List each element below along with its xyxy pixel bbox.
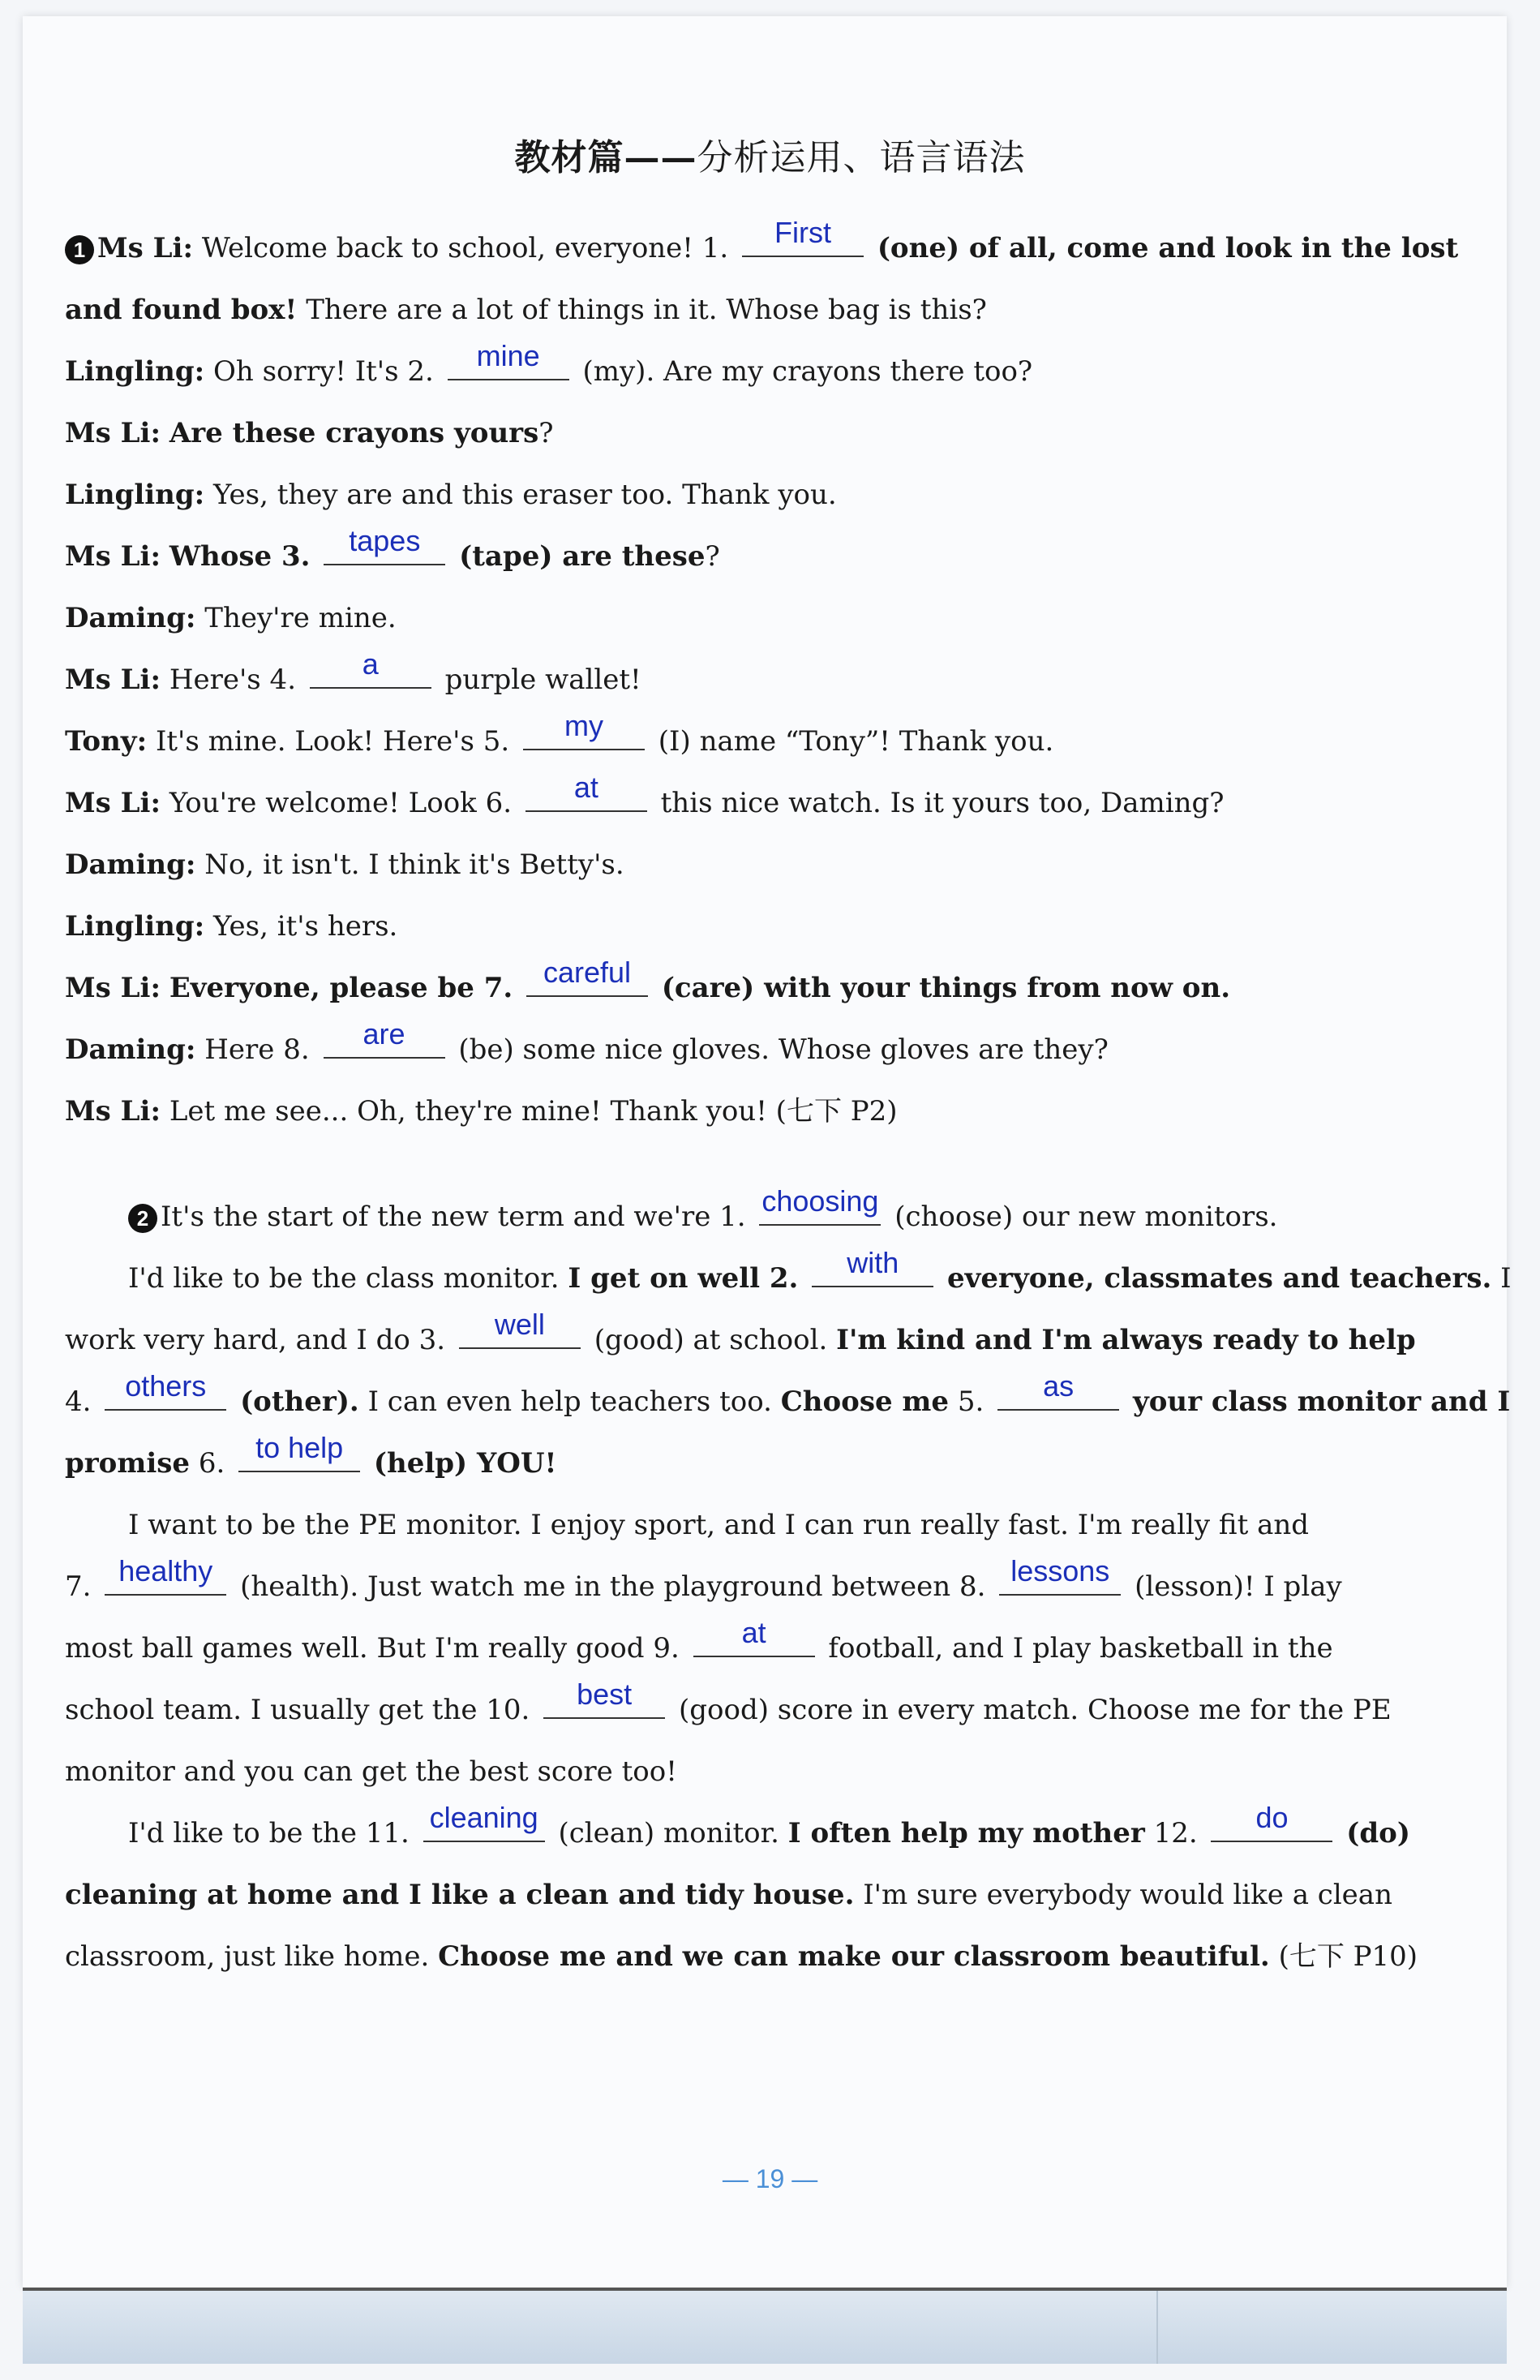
answer-text: First	[774, 216, 832, 249]
speaker: Daming	[65, 848, 186, 881]
line-text: (choose) our new monitors.	[894, 1201, 1278, 1233]
section-1-dialogue	[65, 216, 1459, 1142]
answer-text: with	[847, 1246, 899, 1279]
line-text: They're mine.	[204, 602, 397, 634]
answer-blank[interactable]	[324, 1017, 445, 1059]
speaker: Tony	[65, 725, 137, 758]
answer-text: mine	[476, 339, 540, 372]
section-2-marker: 2	[128, 1204, 157, 1233]
line-text: I'd like to be the class monitor.	[128, 1262, 560, 1295]
line-text: monitor and you can get the best score too!	[65, 1755, 677, 1788]
dialogue-line: Daming: Here 8. are (be) some nice gloves. Whose gloves are they?	[65, 1017, 1109, 1066]
line-text: (good) score in every match. Choose me for the PE	[678, 1694, 1392, 1726]
speaker: Ms Li	[65, 540, 151, 573]
line-text: You're welcome! Look 6.	[169, 787, 513, 819]
section-1-marker: 1	[65, 235, 94, 264]
line-text: (lesson)! I play	[1135, 1570, 1342, 1603]
line-text: I	[1500, 1262, 1512, 1295]
answer-text: do	[1255, 1801, 1289, 1834]
line-text: (七下 P10)	[1278, 1940, 1418, 1973]
line-text: (one) of all, come and look in the lost	[877, 232, 1459, 264]
passage-line	[65, 1926, 1419, 1987]
answer-blank[interactable]	[812, 1246, 933, 1287]
line-text: ?	[705, 540, 720, 573]
answer-blank[interactable]	[742, 216, 864, 257]
line-text: Choose me and we can make our classroom beautiful.	[438, 1940, 1270, 1973]
answer-text: careful	[543, 956, 632, 989]
answer-blank[interactable]	[105, 1554, 226, 1596]
passage-line	[65, 1556, 1419, 1617]
answer-blank[interactable]	[324, 524, 445, 565]
line-text: I often help my mother	[787, 1817, 1145, 1849]
line-text: There are a lot of things in it. Whose bag is this?	[306, 294, 987, 326]
answer-text: at	[573, 771, 598, 804]
line-text: (care) with your things from now on.	[661, 972, 1231, 1004]
passage-line	[65, 1679, 1419, 1741]
section-2-passage	[65, 1184, 1512, 1987]
dialogue-line: Daming: No, it isn't. I think it's Betty's.	[65, 848, 624, 881]
line-text: (help) YOU!	[373, 1447, 557, 1480]
line-text: Whose 3.	[169, 540, 311, 573]
answer-text: choosing	[761, 1184, 879, 1218]
line-text: 5.	[957, 1385, 984, 1418]
dialogue-line: Daming: They're mine.	[65, 602, 397, 634]
line-text: (be) some nice gloves. Whose gloves are they?	[458, 1033, 1109, 1066]
speaker: Lingling	[65, 355, 195, 388]
line-text: It's the start of the new term and we're 1.	[161, 1201, 746, 1233]
answer-blank[interactable]	[543, 1678, 665, 1719]
line-text: I'd like to be the 11.	[128, 1817, 410, 1849]
line-text: I get on well 2.	[568, 1262, 799, 1295]
line-text: purple wallet!	[444, 664, 641, 696]
speaker: Lingling	[65, 479, 195, 511]
line-text: 7.	[65, 1570, 92, 1603]
passage-line	[65, 1186, 1419, 1248]
answer-text: cleaning	[429, 1801, 538, 1834]
answer-text: at	[741, 1616, 766, 1649]
answer-blank[interactable]	[526, 956, 648, 997]
line-text: (do)	[1346, 1817, 1410, 1849]
answer-text: are	[362, 1017, 405, 1050]
passage-line	[65, 1617, 1419, 1679]
answer-blank[interactable]	[1211, 1801, 1332, 1842]
line-text: everyone, classmates and teachers.	[947, 1262, 1492, 1295]
title-bold: 教材篇——	[514, 137, 697, 178]
dialogue-line: Lingling: Yes, they are and this eraser too. Thank you.	[65, 479, 837, 511]
answer-blank[interactable]	[459, 1308, 581, 1349]
line-text: and found box!	[65, 294, 298, 326]
line-text: 12.	[1153, 1817, 1198, 1849]
passage-line	[65, 1246, 1512, 1309]
line-text: this nice watch. Is it yours too, Daming?	[660, 787, 1225, 819]
line-text: classroom, just like home.	[65, 1940, 430, 1973]
passage-line	[65, 1309, 1419, 1371]
line-text: (I) name “Tony”! Thank you.	[658, 725, 1054, 758]
line-text: I want to be the PE monitor. I enjoy sport, and I can run really fast. I'm really fit and	[128, 1509, 1310, 1541]
answer-text: a	[362, 647, 379, 681]
line-text: most ball games well. But I'm really good 9.	[65, 1632, 680, 1665]
dialogue-line: Ms Li: Whose 3. tapes (tape) are these?	[65, 524, 720, 573]
answer-text: as	[1043, 1369, 1075, 1403]
page-number: — 19 —	[722, 2164, 818, 2193]
speaker: Ms Li	[65, 664, 151, 696]
line-text: Welcome back to school, everyone! 1.	[201, 232, 729, 264]
answer-text: to help	[255, 1431, 344, 1464]
dialogue-line: Tony: It's mine. Look! Here's 5. my (I) name “Tony”! Thank you.	[65, 709, 1054, 758]
line-text: Everyone, please be 7.	[169, 972, 513, 1004]
answer-blank[interactable]	[693, 1616, 815, 1657]
dialogue-line: Ms Li: You're welcome! Look 6. at this nice watch. Is it yours too, Daming?	[65, 771, 1225, 819]
page-crease	[1156, 2291, 1158, 2364]
answer-blank[interactable]	[997, 1369, 1119, 1411]
page-title	[0, 128, 1540, 180]
line-text: cleaning at home and I like a clean and tidy house.	[65, 1879, 855, 1911]
passage-line	[65, 1741, 1419, 1802]
line-text: Yes, it's hers.	[213, 910, 398, 943]
answer-blank[interactable]	[448, 339, 569, 380]
line-text: football, and I play basketball in the	[828, 1632, 1333, 1665]
speaker: Daming	[65, 602, 186, 634]
answer-text: healthy	[118, 1554, 213, 1587]
line-text: Yes, they are and this eraser too. Thank you.	[213, 479, 837, 511]
line-text: I'm kind and I'm always ready to help	[836, 1324, 1416, 1356]
speaker: Ms Li	[65, 787, 151, 819]
line-text: Here's 4.	[169, 664, 296, 696]
line-text: Are these crayons yours	[169, 417, 539, 449]
dialogue-line: Ms Li: Are these crayons yours?	[65, 417, 554, 449]
dialogue-line: Lingling: Yes, it's hers.	[65, 910, 398, 943]
answer-text: well	[494, 1308, 545, 1341]
answer-blank[interactable]	[525, 771, 647, 812]
passage-line	[65, 1864, 1419, 1926]
line-text: Let me see... Oh, they're mine! Thank you! (七下 P2)	[169, 1095, 898, 1128]
line-text: (my). Are my crayons there too?	[582, 355, 1033, 388]
answer-blank[interactable]	[310, 647, 431, 689]
line-text: school team. I usually get the 10.	[65, 1694, 530, 1726]
line-text: work very hard, and I do 3.	[65, 1324, 446, 1356]
answer-blank[interactable]	[759, 1184, 881, 1226]
line-text: I'm sure everybody would like a clean	[863, 1879, 1392, 1911]
passage-line	[65, 1433, 1419, 1494]
answer-text: lessons	[1010, 1554, 1110, 1587]
line-text: Oh sorry! It's 2.	[213, 355, 434, 388]
answer-text: others	[125, 1369, 207, 1403]
speaker: Ms Li	[65, 972, 151, 1004]
dialogue-line: Ms Li: Everyone, please be 7. careful (care) with your things from now on.	[65, 956, 1231, 1004]
line-text: No, it isn't. I think it's Betty's.	[204, 848, 624, 881]
line-text: Here 8.	[204, 1033, 310, 1066]
answer-text: my	[564, 709, 603, 742]
dialogue-line	[65, 279, 1419, 341]
title-normal: 分析运用、语言语法	[697, 137, 1026, 178]
line-text: It's mine. Look! Here's 5.	[155, 725, 510, 758]
answer-blank[interactable]	[105, 1369, 226, 1411]
dialogue-line: 1 Ms Li: Welcome back to school, everyone! 1. First (one) of all, come and look in the lost	[65, 217, 1419, 279]
line-text: (clean) monitor.	[558, 1817, 779, 1849]
answer-blank[interactable]	[523, 709, 645, 750]
page-bottom-edge	[23, 2288, 1507, 2364]
line-text: (good) at school.	[594, 1324, 828, 1356]
line-text: (other).	[240, 1385, 359, 1418]
speaker: Ms Li	[65, 417, 151, 449]
speaker: Daming	[65, 1033, 186, 1066]
dialogue-line: Ms Li: Here's 4. a purple wallet!	[65, 647, 641, 696]
line-text: your class monitor and I	[1132, 1385, 1511, 1418]
line-text: I can even help teachers too.	[367, 1385, 772, 1418]
speaker: Ms Li	[65, 1095, 151, 1128]
answer-text: best	[577, 1678, 633, 1711]
dialogue-line: Ms Li: Let me see... Oh, they're mine! Thank you! (七下 P2)	[65, 1095, 898, 1128]
dialogue-line: Lingling: Oh sorry! It's 2. mine (my). Are my crayons there too?	[65, 339, 1033, 388]
line-text: (tape) are these	[459, 540, 706, 573]
line-text: promise	[65, 1447, 191, 1480]
line-text: 6.	[198, 1447, 225, 1480]
answer-text: tapes	[349, 524, 421, 557]
speaker: Ms Li	[97, 232, 183, 264]
speaker: Lingling	[65, 910, 195, 943]
line-text: (health). Just watch me in the playground between 8.	[240, 1570, 986, 1603]
line-text: Choose me	[780, 1385, 950, 1418]
passage-line	[65, 1802, 1419, 1864]
passage-line	[65, 1369, 1511, 1433]
answer-blank[interactable]	[238, 1431, 360, 1472]
passage-line	[65, 1494, 1419, 1556]
answer-blank[interactable]	[999, 1554, 1121, 1596]
answer-blank[interactable]	[423, 1801, 545, 1842]
line-text: ?	[538, 417, 554, 449]
line-text: 4.	[65, 1385, 92, 1418]
